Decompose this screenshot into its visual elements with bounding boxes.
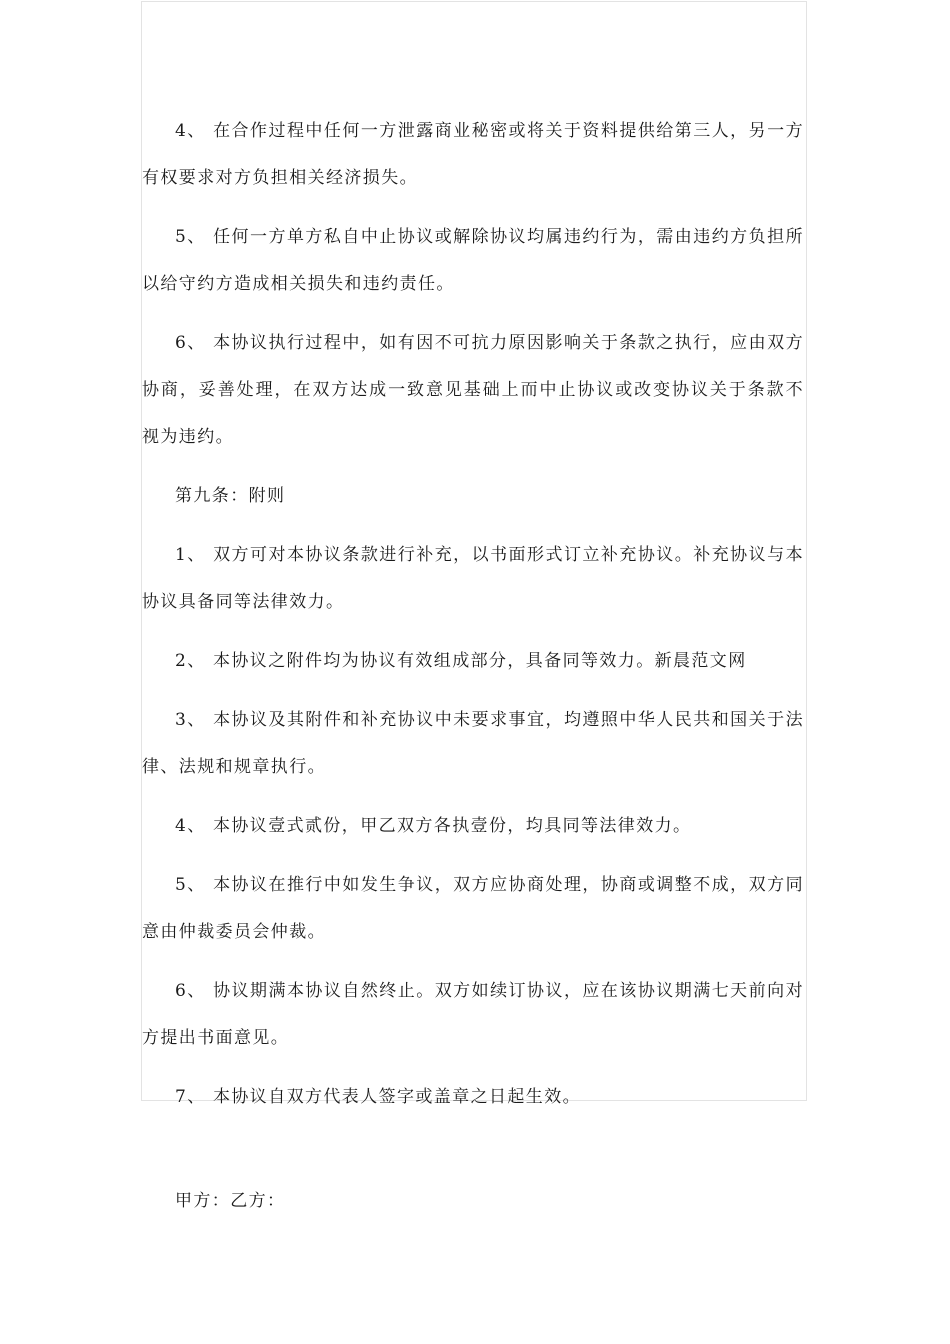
clause-text: 本协议之附件均为协议有效组成部分，具备同等效力。新晨范文网	[213, 651, 747, 671]
clause-text: 任何一方单方私自中止协议或解除协议均属违约行为，需由违约方负担所以给守约方造成相关损失和违约责任。	[142, 227, 804, 294]
clause-number: 3、	[175, 710, 206, 730]
section-heading: 第九条：附则	[175, 486, 286, 506]
clause-paragraph	[142, 214, 804, 308]
clause-number: 5、	[175, 227, 206, 247]
clause-paragraph	[142, 532, 804, 626]
clause-paragraph	[142, 697, 804, 791]
clause-number: 6、	[175, 981, 206, 1001]
clause-text: 本协议及其附件和补充协议中未要求事宜，均遵照中华人民共和国关于法律、法规和规章执行。	[142, 710, 804, 777]
clause-number: 1、	[175, 545, 206, 565]
clause-paragraph	[142, 320, 804, 461]
clause-number: 4、	[175, 816, 206, 836]
clause-text: 在合作过程中任何一方泄露商业秘密或将关于资料提供给第三人，另一方有权要求对方负担相关经济损失。	[142, 121, 804, 188]
clause-text: 双方可对本协议条款进行补充，以书面形式订立补充协议。补充协议与本协议具备同等法律效力。	[142, 545, 804, 612]
clause-paragraph	[142, 108, 804, 202]
document-body	[142, 108, 804, 1133]
clause-number: 6、	[175, 333, 206, 353]
clause-text: 本协议壹式贰份，甲乙双方各执壹份，均具同等法律效力。	[213, 816, 692, 836]
clause-text: 协议期满本协议自然终止。双方如续订协议，应在该协议期满七天前向对方提出书面意见。	[142, 981, 804, 1048]
clause-text: 本协议执行过程中，如有因不可抗力原因影响关于条款之执行，应由双方协商，妥善处理，在双方达成一致意见基础上而中止协议或改变协议关于条款不视为违约。	[142, 333, 804, 447]
clause-number: 7、	[175, 1087, 206, 1107]
clause-text: 本协议在推行中如发生争议，双方应协商处理，协商或调整不成，双方同意由仲裁委员会仲裁。	[142, 875, 804, 942]
clause-number: 5、	[175, 875, 206, 895]
clause-number: 4、	[175, 121, 206, 141]
clause-paragraph	[142, 803, 804, 850]
clause-paragraph	[142, 968, 804, 1062]
clause-paragraph	[142, 638, 804, 685]
clause-text: 本协议自双方代表人签字或盖章之日起生效。	[213, 1087, 581, 1107]
clause-number: 2、	[175, 651, 206, 671]
clause-paragraph	[142, 1074, 804, 1121]
signature-line: 甲方：乙方：	[175, 1191, 286, 1211]
clause-paragraph	[142, 862, 804, 956]
